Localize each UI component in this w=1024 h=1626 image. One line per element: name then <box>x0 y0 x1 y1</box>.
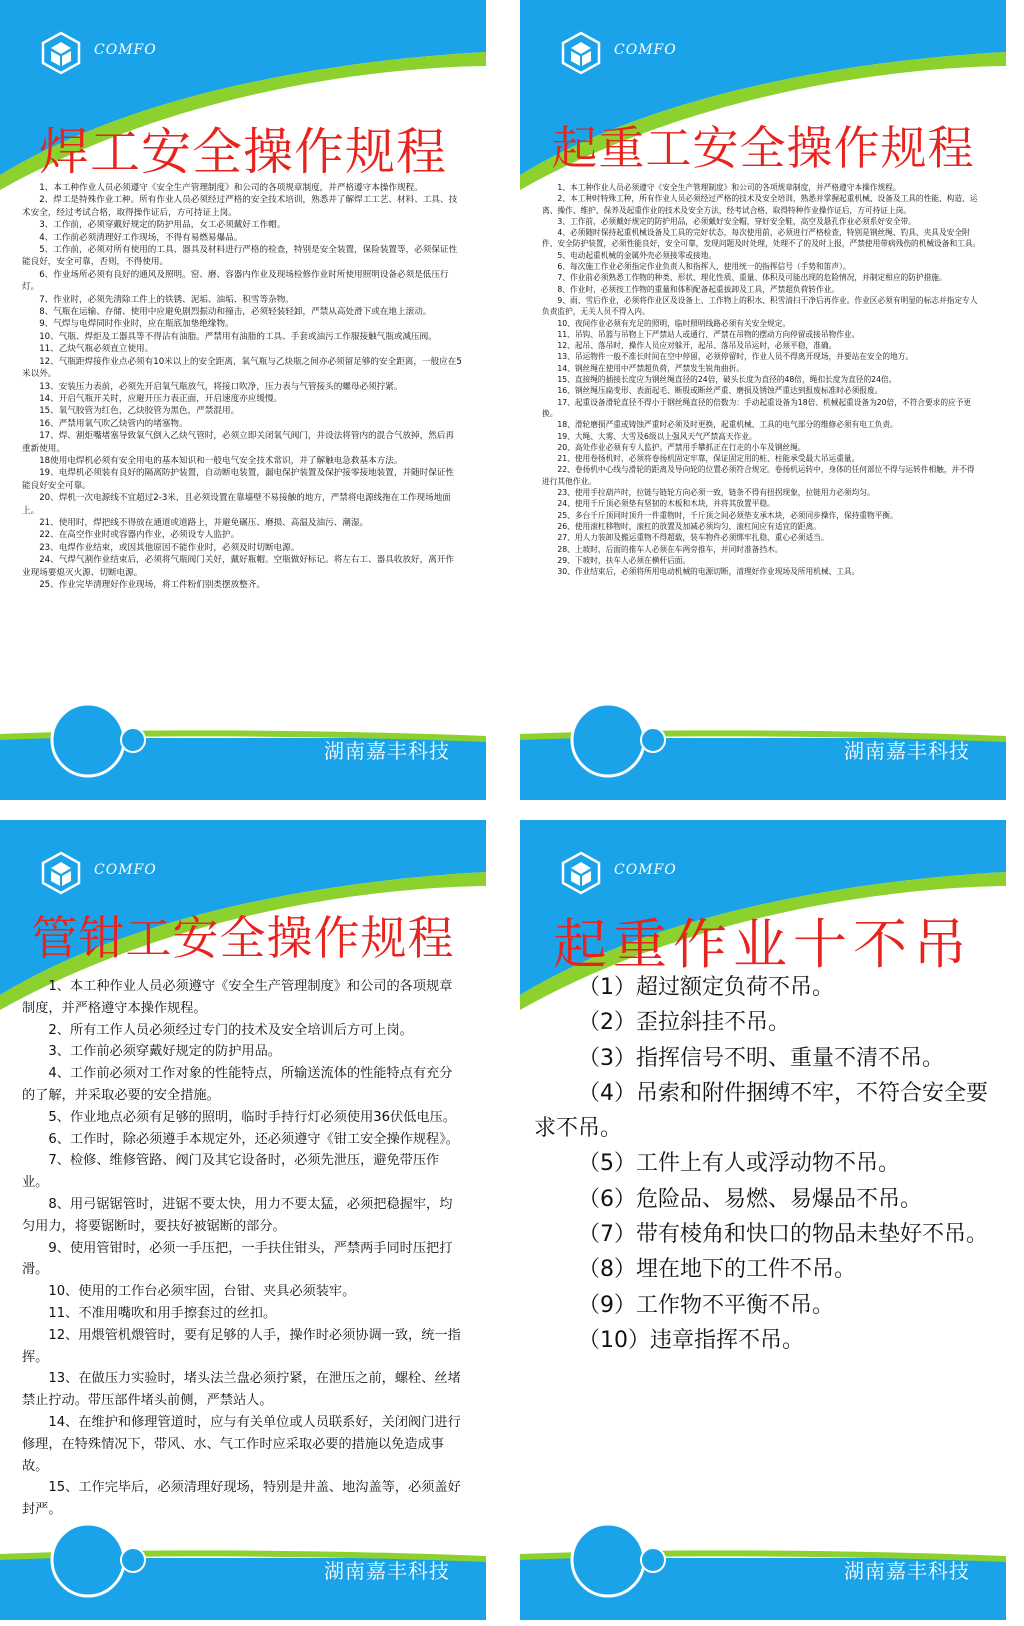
rule-item: 4、工作前必须对工作对象的性能特点，所输送流体的性能特点有充分的了解，并采取必要的安全措施。 <box>22 1066 453 1103</box>
rule-item: 1、本工种作业人员必须遵守《安全生产管理制度》和公司的各项规章制度，并严格遵守本操作规程。 <box>22 979 453 1016</box>
rule-item: 11、不准用嘴吹和用手擦套过的丝扣。 <box>48 1305 277 1321</box>
rule-item: 4、工作前必须清理好工作现场，不得有易燃易爆品。 <box>39 232 243 243</box>
rule-item: 17、焊、割炬嘴堵塞导致氧气倒入乙炔气管时，必须立即关闭氧气阀门，并设法将管内的混合气放掉，然后再重新使用。 <box>22 431 455 454</box>
rule-item: 17、起重设备滑轮直径不得小于钢丝绳直径的倍数为：手动起重设备为18倍、机械起重设备为20倍，不符合要求的应予更换。 <box>542 397 972 418</box>
rule-item: 21、使用时，焊把线不得放在通道或道路上，并避免碾压、磨损、高温及油污、潮湿。 <box>39 517 369 528</box>
rule-item: 20、高处作业必须有专人监护。严禁用手攀抓正在行走的小车及钢丝绳。 <box>557 442 806 452</box>
rule-item: 8、气瓶在运输、存储、使用中应避免剧烈振动和撞击，必须轻装轻卸，严禁从高处滑下或在地上滚动。 <box>39 307 432 318</box>
rule-item: （7）带有棱角和快口的物品未垫好不吊。 <box>578 1222 988 1248</box>
rule-item: 5、电动起重机械的金属外壳必须接零或接地。 <box>557 250 717 260</box>
rule-item: 11、乙炔气瓶必须直立使用。 <box>39 344 154 355</box>
rule-item: 10、夜间作业必须有充足的照明，临时照明线路必须有关安全规定。 <box>557 318 791 328</box>
company-name: 湖南嘉丰科技 <box>324 739 450 763</box>
panel-title: 焊工安全操作规程 <box>39 123 447 181</box>
rule-item: 3、工作前，必须戴好规定的防护用品，必须戴好安全帽，穿好安全鞋，高空及悬孔作业必须系好安全带。 <box>557 216 916 226</box>
rules-list <box>534 970 994 1358</box>
company-name: 湖南嘉丰科技 <box>324 1559 450 1583</box>
rule-item: 12、起吊、落吊时，操作人员应对躲开，起吊、落吊及吊运时，必须平稳，准确。 <box>557 341 837 351</box>
rule-item: 14、在维护和修理管道时，应与有关单位或人员联系好，关闭阀门进行修理，在特殊情况下，带风、水、气工作时应采取必要的措施以免造成事故。 <box>22 1414 461 1474</box>
company-name: 湖南嘉丰科技 <box>844 1559 970 1583</box>
rule-item: 9、雨、雪后作业，必须将作业区及设备上、工作物上的积水、积雪清扫干净后再作业。作业区必须有明显的标志并指定专人负责监护，无关人员不得入内。 <box>542 295 978 317</box>
rules-list <box>22 182 462 591</box>
welder-safety-panel <box>0 0 486 800</box>
panel-title: 起重作业十不吊 <box>553 913 973 976</box>
rule-item: 13、在做压力实验时，堵头法兰盘必须拧紧，在泄压之前，螺栓、丝堵禁止拧动。带压部件堵头前侧，严禁站人。 <box>22 1371 461 1409</box>
crane-operator-safety-panel <box>520 0 1006 800</box>
rule-item: 14、钢丝绳在使用中严禁超负荷，严禁发生锐角曲折。 <box>557 363 744 373</box>
rule-item: （5）工件上有人或浮动物不吊。 <box>578 1151 900 1177</box>
rule-item: 27、用人力装卸及搬运重物不得超载，装车物件必须绑牢扎稳，重心必须适当。 <box>557 533 829 543</box>
rule-item: 9、使用管钳时，必须一手压把，一手扶住钳头，严禁两手同时压把打滑。 <box>22 1240 453 1278</box>
panel-title: 起重工安全操作规程 <box>551 121 975 175</box>
rule-item: 18使用电焊机必须有安全用电的基本知识和一般电气安全技术常识，并了解触电急救基本方法。 <box>39 455 403 466</box>
rule-item: 25、多台千斤顶同时顶升一件重物时，千斤顶之间必须垫支承木块，必须同步操作，保持重物平衡。 <box>557 510 898 520</box>
rule-item: 2、焊工是特殊作业工种。所有作业人员必须经过严格的安全技术培训，熟悉并了解焊工工艺、材料、工具、技术安全，经过考试合格，取得操作证后，方可持证上岗。 <box>22 195 458 218</box>
rule-item: 30、作业结束后，必须将所用电动机械的电源切断，清理好作业现场及所用机械、工具。 <box>557 567 860 577</box>
rule-item: （3）指挥信号不明、重量不清不吊。 <box>578 1045 944 1071</box>
rule-item: 15、直接绳的插接长度应为钢丝绳直径的24倍，破头长度为直径的48倍，绳扣长度为直径的24倍。 <box>557 375 897 385</box>
panel-title: 管钳工安全操作规程 <box>31 911 455 965</box>
rule-item: 7、作业前必须熟悉工作物的种类、形状、理化性质、重量、体积及可能出现的危险情况，并制定相应的防护措施。 <box>557 273 947 283</box>
comfo-logo-icon <box>38 850 84 896</box>
rule-item: 8、用弓锯锯管时，进锯不要太快，用力不要太猛，必须把稳握牢，均匀用力，将要锯断时，要扶好被锯断的部分。 <box>22 1196 453 1234</box>
rule-item: 12、气瓶距焊接作业点必须有10米以上的安全距离，氧气瓶与乙炔瓶之间亦必须留足够的安全距离，一般应在5米以外。 <box>22 356 462 380</box>
pipefitter-safety-panel <box>0 820 486 1620</box>
rule-item: 19、大绳、大雾、大雪及6级以上强风天气严禁高天作业。 <box>557 431 757 441</box>
rule-item: 25、作业完毕清理好作业现场，将工件粉们别类摆放整齐。 <box>39 580 265 590</box>
rule-item: 7、检修、维修管路、阀门及其它设备时，必须先泄压，避免带压作业。 <box>22 1153 440 1191</box>
rule-item: 6、作业场所必须有良好的通风及照明。窑、磨、容器内作业及现场检修作业时所使用照明设备必须是低压行灯。 <box>22 269 449 293</box>
rule-item: 3、工作前必须穿戴好规定的防护用品。 <box>48 1044 281 1060</box>
rule-item: 21、使用卷扬机时，必须将卷扬机固定牢靠，保证固定用的桩、柱能承受最大吊运重量。 <box>557 454 860 464</box>
company-name: 湖南嘉丰科技 <box>844 739 970 763</box>
rule-item: 9、气焊与电焊同时作业时，应在瓶底加垫绝缘物。 <box>39 319 234 330</box>
rule-item: 5、工作前，必须对所有使用的工具、器具及材料进行严格的检查，特别是安全装置，保险装置等，必须保证性能良好，安全可靠，否则，不得使用。 <box>22 245 458 268</box>
rules-list <box>542 182 982 577</box>
rule-item: （8）埋在地下的工件不吊。 <box>578 1257 856 1283</box>
rule-item: （2）歪拉斜挂不吊。 <box>578 1010 790 1036</box>
rule-item: 23、使用手拉葫芦时，拉链与链轮方向必须一致，链条不得有扭拐现象，拉链用力必须均匀。 <box>557 488 875 498</box>
rule-item: 1、本工种作业人员必须遵守《安全生产管理制度》和公司的各项规章制度，并严格遵守本操作规程。 <box>39 183 423 193</box>
rule-item: 10、使用的工作台必须牢固，台钳、夹具必须装牢。 <box>48 1284 356 1300</box>
rule-item: 24、气焊气割作业结束后，必须将气瓶阀门关好，戴好瓶帽。空瓶做好标记。将左右工、器具收放好，离开作业现场要熄灭火源、切断电源。 <box>22 555 455 578</box>
comfo-logo-icon <box>558 30 604 76</box>
rules-list <box>22 976 462 1521</box>
rule-item: 16、钢丝绳压扁变形、表面起毛、断股或断丝严重、磨损及锈蚀严重达到报废标准时必须报废。 <box>557 386 883 396</box>
rule-item: （6）危险品、易燃、易爆品不吊。 <box>578 1186 922 1212</box>
rule-item: 13、吊运物件一般不准长时间在空中停留，必须停留时，作业人员不得离开现场，并要站在安全的地方。 <box>557 352 914 362</box>
rule-item: 12、用煨管机煨管时，要有足够的人手，操作时必须协调一致，统一指挥。 <box>22 1327 461 1365</box>
rule-item: 6、每次施工作业必须指定作业负责人和指挥人，使用统一的指挥信号（手势和笛声）。 <box>557 262 851 272</box>
brand-name: COMFO <box>94 862 157 878</box>
rule-item: 15、工作完毕后，必须清理好现场，特别是井盖、地沟盖等，必须盖好封严。 <box>22 1480 461 1518</box>
brand-name: COMFO <box>614 42 677 58</box>
brand-name: COMFO <box>614 862 677 878</box>
rule-item: 10、气瓶、焊炬及工器具等不得沾有油脂。严禁用有油脂的工具、手套或油污工作服接触气瓶或减压阀。 <box>39 331 437 342</box>
ten-no-lift-panel <box>520 820 1006 1620</box>
rule-item: 20、焊机一次电源线不宜超过2-3米，且必须设置在靠墙壁不易接触的地方，严禁将电源线拖在工作现场地面上。 <box>22 493 451 516</box>
rule-item: 6、工作时，除必须遵手本规定外，还必须遵守《钳工安全操作规程》。 <box>48 1131 459 1147</box>
rule-item: （4）吊索和附件捆缚不牢，不符合安全要求不吊。 <box>534 1080 988 1142</box>
rule-item: 19、电焊机必须装有良好的隔离防护装置，自动断电装置，漏电保护装置及保护接零接地装置，并随时保证性能良好安全可靠。 <box>22 468 455 491</box>
rule-item: （1）超过额定负荷不吊。 <box>578 975 834 1000</box>
rule-item: 29、下坡时，扶车人必须在横杆后面。 <box>557 555 691 565</box>
rule-item: 23、电焊作业结束，或因其他原因不能作业时，必须及时切断电源。 <box>39 542 300 553</box>
rule-item: 24、使用千斤顶必须垫有坚韧的木板和木块，并将其放置平稳。 <box>557 499 775 509</box>
rule-item: 7、作业时，必须先清除工件上的铁锈、泥垢、油垢、积雪等杂物。 <box>39 294 294 305</box>
rule-item: 13、安装压力表前，必须先开启氧气瓶放气，将接口吹净，压力表与气管接头的螺母必须拧紧。 <box>39 381 403 392</box>
rule-item: 28、上坡时，后面的推车人必须在车两旁推车，并同时准备挡木。 <box>557 544 783 554</box>
rule-item: 3、工作前，必须穿戴好规定的防护用品，女工必须戴好工作帽。 <box>39 220 286 231</box>
rule-item: 14、开启气瓶开关时，应避开压力表正面，开启速度亦应缓慢。 <box>39 393 283 404</box>
comfo-logo-icon <box>38 30 84 76</box>
rule-item: 5、作业地点必须有足够的照明，临时手持行灯必须使用36伏低电压。 <box>48 1109 456 1125</box>
rule-item: （10）违章指挥不吊。 <box>578 1327 804 1353</box>
comfo-logo-icon <box>558 850 604 896</box>
rule-item: 2、本工种时特殊工种，所有作业人员必须经过严格的技术及安全培训，熟悉并掌握起重机械、设备及工具的性能、构造、运离、操作、维护、保养及起重作业的技术及安全方法，经考试合格，取得特种作业操作证后，方可持证上岗。 <box>542 194 978 215</box>
rule-item: 1、本工种作业人员必须遵守《安全生产管理制度》和公司的各项规章制度，并严格遵守本操作规程。 <box>557 183 901 192</box>
rule-item: （9）工作物不平衡不吊。 <box>578 1292 834 1318</box>
brand-name: COMFO <box>94 42 157 58</box>
rule-item: 22、卷扬机中心线与滑轮的距离及导向轮的位置必须符合规定。卷扬机运转中，身体的任何部位不得与运转件相触，并不得进行其他作业。 <box>542 465 975 486</box>
rule-item: 26、使用滚杠移物时，滚杠的放置及加减必须均匀，滚杠间应有适宜的距离。 <box>557 521 821 531</box>
rule-item: 22、在高空作业时或容器内作业，必须设专人监护。 <box>39 530 240 541</box>
rule-item: 18、滑轮磨损严重或铸蚀严重时必须及时更换，起重机械、工具的电气部分的维修必须有电工负责。 <box>557 420 898 430</box>
rule-item: 4、必须随时保持起重机械设备及工具的完好状态，每次使用前，必须进行严格检查，特别是钢丝绳、钓具、夹具及安全附件、安全防护装置，必须性能良好，安全可靠，发现问题及时处理，处理不了的及时上报，严禁使用带病残伤的机械设备和工具。 <box>542 228 981 249</box>
rule-item: 11、吊钩、吊篮与吊物上下严禁站人或通行，严禁在吊物的摆动方向停留或接吊物作业。 <box>557 329 860 339</box>
rule-item: 16、严禁用氧气吹乙炔管内的堵塞物。 <box>39 418 188 429</box>
rule-item: 8、作业时，必须按工作物的重量和体积配备起重拔卸及工具，严禁超负荷转作业。 <box>557 284 840 294</box>
rule-item: 2、所有工作人员必须经过专门的技术及安全培训后方可上岗。 <box>48 1022 413 1038</box>
rule-item: 15、氧气胶管为红色，乙炔胶管为黑色，严禁混用。 <box>39 406 240 417</box>
